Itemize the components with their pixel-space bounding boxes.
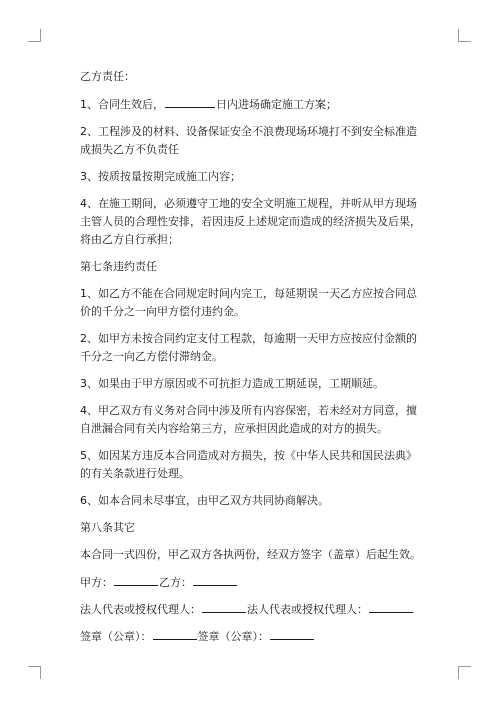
clause-b-1-post: 日内进场确定施工方案； [216,98,337,111]
seal-b-label: 签章（公章）： [197,630,269,643]
clause-7-2: 2、如甲方未按合同约定支付工程款，每逾期一天甲方应按应付金额的千分之一向乙方偿付滞纳金。 [80,332,417,363]
seal-a-blank-field[interactable] [153,627,197,640]
clause-b-4: 4、在施工期间，必须遵守工地的安全文明施工规程，并听从甲方现场主管人员的合理性安排，若因违反上述规定而造成的经济损失及后果，将由乙方自行承担； [80,197,421,246]
party-a-blank-field[interactable] [114,573,158,586]
party-b-blank-field[interactable] [193,573,237,586]
clause-7-1: 1、如乙方不能在合同规定时间内完工，每延期误一天乙方应按合同总价的千分之一向甲方偿付违约金。 [80,287,417,318]
rep-b-label: 法人代表或授权代理人： [247,603,368,616]
article-7-title: 第七条违约责任 [80,260,157,273]
clause-b-1-pre: 1、合同生效后， [80,98,164,111]
clause-7-3: 3、如果由于甲方原因或不可抗拒力造成工期延误，工期顺延。 [80,377,384,390]
party-a-label: 甲方： [80,576,113,589]
signature-seals-line [80,627,422,646]
seal-a-label: 签章（公章）： [80,630,152,643]
clause-b-2: 2、工程涉及的材料、设备保证安全不浪费现场环境打不到安全标准造成损失乙方不负责任 [80,125,417,156]
signature-representatives-line [80,600,422,619]
heading-party-b-duties: 乙方责任： [80,70,135,83]
rep-b-blank-field[interactable] [369,600,413,613]
rep-a-label: 法人代表或授权代理人： [80,603,201,616]
clause-7-4: 4、甲乙双方有义务对合同中涉及所有内容保密，若未经对方同意，擅自泄漏合同有关内容给第三方，应承担因此造成的对方的损失。 [80,404,417,435]
crop-mark-top-left [28,29,41,42]
rep-a-blank-field[interactable] [202,600,246,613]
crop-mark-bottom-right [458,666,471,679]
article-8-title: 第八条其它 [80,521,135,534]
signature-parties-line [80,573,422,592]
clause-8-1: 本合同一式四份，甲乙双方各执两份，经双方签字（盖章）后起生效。 [80,548,421,561]
clause-b-3: 3、按质按量按期完成施工内容； [80,170,241,183]
clause-7-6: 6、如本合同未尽事宜，由甲乙双方共同协商解决。 [80,494,329,507]
crop-mark-top-right [458,29,471,42]
document-body [80,68,422,654]
crop-mark-bottom-left [28,666,41,679]
clause-b-1 [80,95,422,114]
seal-b-blank-field[interactable] [270,627,314,640]
days-blank-field[interactable] [165,95,215,108]
party-b-label: 乙方： [159,576,192,589]
clause-7-5: 5、如因某方违反本合同造成对方损失，按《中华人民共和国民法典》的有关条款进行处理。 [80,449,417,480]
